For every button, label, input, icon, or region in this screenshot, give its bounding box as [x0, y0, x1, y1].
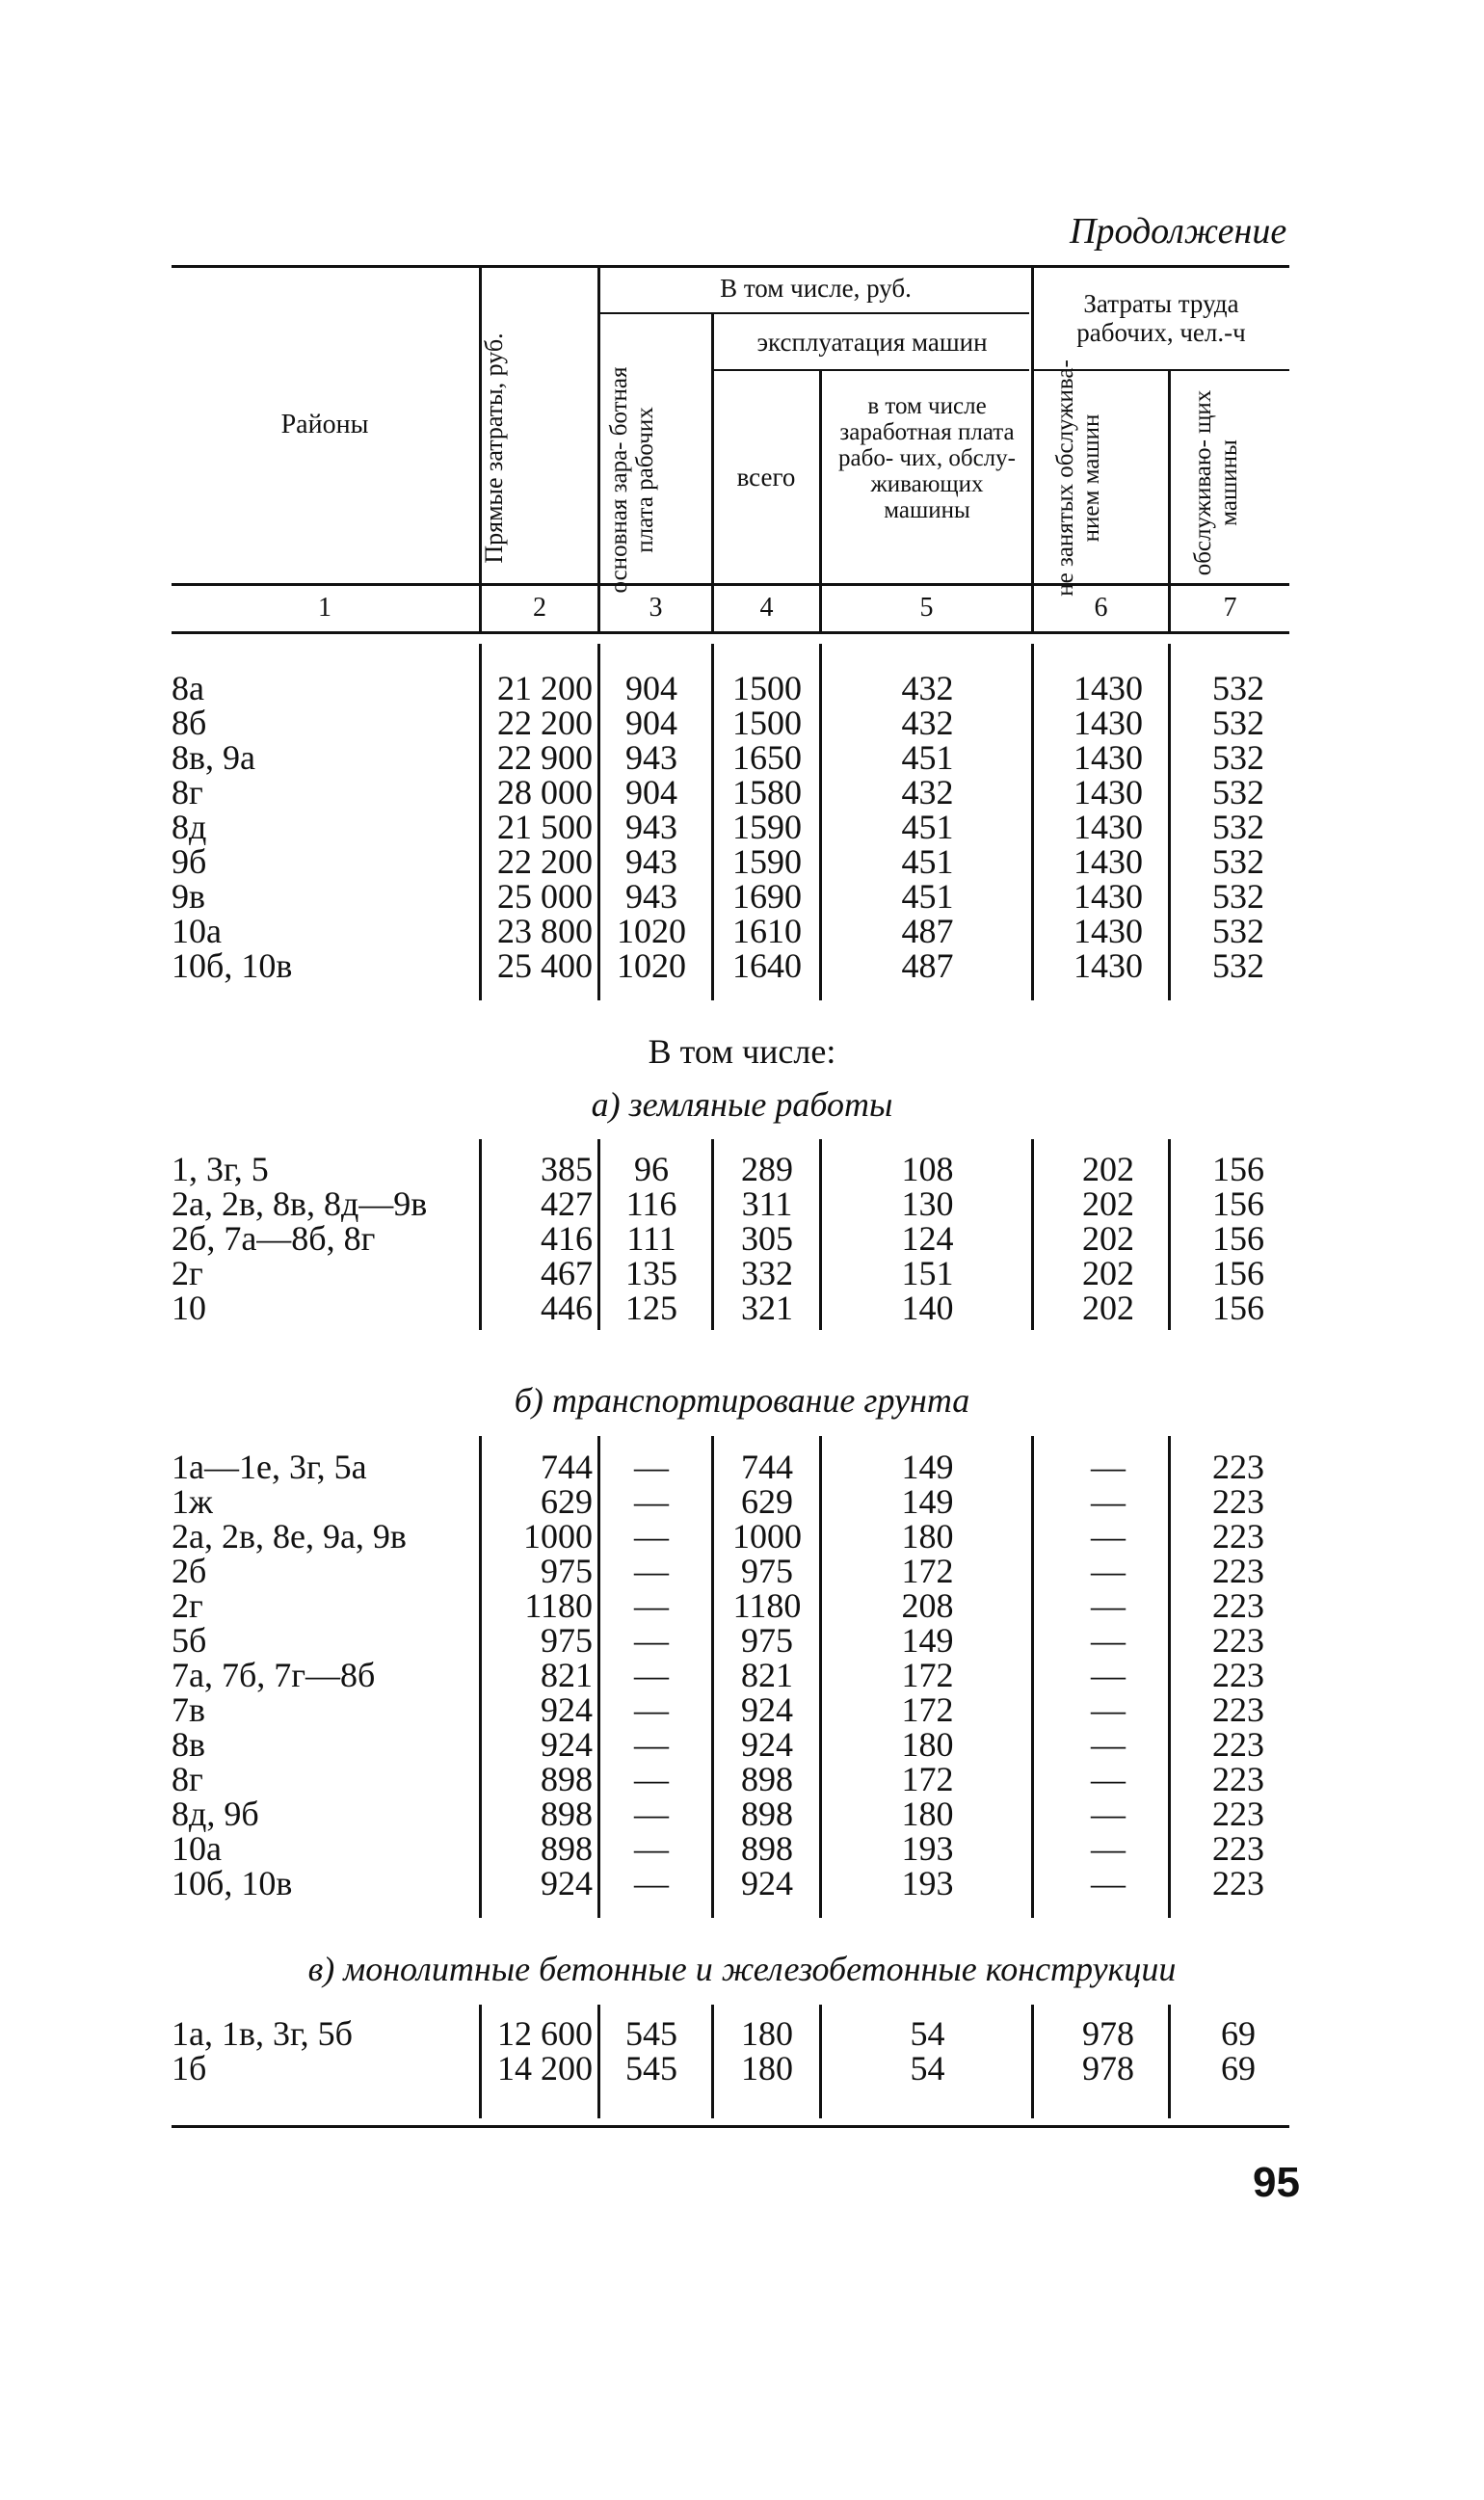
cell: 532	[1212, 912, 1264, 950]
table-row	[0, 1831, 1484, 1866]
cell: 943	[625, 842, 677, 881]
table-row	[0, 740, 1484, 775]
cell: 532	[1212, 704, 1264, 742]
cell: 1580	[732, 773, 802, 811]
table-row	[0, 1152, 1484, 1186]
cell: —	[1091, 1864, 1126, 1902]
cell: 140	[901, 1289, 954, 1327]
cell: 545	[625, 2014, 677, 2053]
cell: —	[634, 1448, 669, 1486]
cell: —	[1091, 1517, 1126, 1556]
row-district: 1а—1е, 3г, 5а	[172, 1448, 367, 1486]
cell: 22 900	[497, 738, 593, 777]
header-incl-wage: в том числе заработная плата рабо- чих, обслу- живающих машины	[838, 393, 1016, 523]
cell: 223	[1212, 1586, 1264, 1625]
cell: 943	[625, 808, 677, 846]
row-district: 2б, 7а—8б, 8г	[172, 1219, 376, 1258]
cell: 22 200	[497, 704, 593, 742]
row-district: 8в	[172, 1725, 205, 1764]
cell: 96	[634, 1150, 669, 1188]
cell: 180	[901, 1795, 954, 1833]
cell: 487	[901, 912, 954, 950]
cell: —	[634, 1829, 669, 1868]
cell: 1020	[617, 912, 686, 950]
cell: 135	[625, 1254, 677, 1292]
table-row	[0, 1449, 1484, 1484]
cell: 1610	[732, 912, 802, 950]
cell: —	[1091, 1760, 1126, 1798]
cell: —	[1091, 1829, 1126, 1868]
cell: 172	[901, 1690, 954, 1729]
cell: 21 200	[497, 669, 593, 707]
cell: 193	[901, 1829, 954, 1868]
row-district: 8г	[172, 1760, 203, 1798]
cell: 149	[901, 1448, 954, 1486]
cell: 924	[541, 1725, 593, 1764]
cell: 54	[910, 2049, 945, 2088]
row-district: 10б, 10в	[172, 1864, 293, 1902]
cell: 156	[1212, 1254, 1264, 1292]
row-district: 10	[172, 1289, 206, 1327]
cell: 532	[1212, 773, 1264, 811]
continuation-label: Продолжение	[1070, 211, 1287, 252]
cell: 223	[1212, 1690, 1264, 1729]
section-c-title: в) монолитные бетонные и железобетонные конструкции	[307, 1950, 1177, 1988]
cell: 111	[626, 1219, 676, 1258]
cell: 427	[541, 1184, 593, 1223]
cell: 532	[1212, 946, 1264, 985]
cell: 69	[1221, 2014, 1256, 2053]
cell: 487	[901, 946, 954, 985]
including-label: В том числе:	[648, 1032, 836, 1071]
table-row	[0, 2016, 1484, 2051]
cell: —	[1091, 1482, 1126, 1521]
cell: 975	[741, 1621, 793, 1660]
cell: 629	[741, 1482, 793, 1521]
cell: 744	[741, 1448, 793, 1486]
cell: 1020	[617, 946, 686, 985]
cell: 744	[541, 1448, 593, 1486]
row-district: 10а	[172, 912, 222, 950]
cell: 1640	[732, 946, 802, 985]
cell: —	[634, 1482, 669, 1521]
cell: 1430	[1073, 808, 1143, 846]
cell: 1430	[1073, 669, 1143, 707]
cell: 1430	[1073, 912, 1143, 950]
cell: 924	[741, 1864, 793, 1902]
cell: 385	[541, 1150, 593, 1188]
cell: 1590	[732, 808, 802, 846]
cell: 124	[901, 1219, 954, 1258]
table-row	[0, 775, 1484, 810]
cell: 545	[625, 2049, 677, 2088]
table-top-rule	[172, 265, 1289, 268]
cell: 1430	[1073, 946, 1143, 985]
cell: 1180	[732, 1586, 802, 1625]
cell: —	[634, 1864, 669, 1902]
cell: 223	[1212, 1482, 1264, 1521]
table-row	[0, 844, 1484, 879]
cell: 149	[901, 1621, 954, 1660]
table-row	[0, 1256, 1484, 1290]
cell: 208	[901, 1586, 954, 1625]
cell: 975	[741, 1552, 793, 1590]
cell: 1180	[524, 1586, 593, 1625]
cell: 321	[741, 1289, 793, 1327]
page-number: 95	[1253, 2159, 1300, 2206]
row-district: 7а, 7б, 7г—8б	[172, 1656, 376, 1694]
cell: 54	[910, 2014, 945, 2053]
cell: 1430	[1073, 773, 1143, 811]
cell: 305	[741, 1219, 793, 1258]
cell: 22 200	[497, 842, 593, 881]
col-number: 4	[759, 593, 774, 623]
table-row	[0, 1290, 1484, 1325]
cell: 1690	[732, 877, 802, 916]
cell: 532	[1212, 738, 1264, 777]
cell: 108	[901, 1150, 954, 1188]
cell: 1650	[732, 738, 802, 777]
cell: 149	[901, 1482, 954, 1521]
cell: —	[634, 1725, 669, 1764]
cell: 223	[1212, 1864, 1264, 1902]
cell: —	[634, 1586, 669, 1625]
row-district: 8д, 9б	[172, 1795, 259, 1833]
cell: 202	[1082, 1184, 1134, 1223]
table-row	[0, 1484, 1484, 1519]
cell: 172	[901, 1760, 954, 1798]
row-district: 1б	[172, 2049, 207, 2088]
cell: 432	[901, 704, 954, 742]
cell: 223	[1212, 1795, 1264, 1833]
col-number: 5	[919, 593, 934, 623]
cell: —	[1091, 1552, 1126, 1590]
cell: 1000	[523, 1517, 593, 1556]
machines-rule	[713, 369, 1029, 371]
row-district: 8г	[172, 773, 203, 811]
cell: 821	[541, 1656, 593, 1694]
cell: 202	[1082, 1289, 1134, 1327]
col-number: 3	[649, 593, 663, 623]
cell: 156	[1212, 1289, 1264, 1327]
cell: 180	[741, 2014, 793, 2053]
cell: 223	[1212, 1760, 1264, 1798]
cell: 898	[741, 1829, 793, 1868]
cell: —	[1091, 1725, 1126, 1764]
row-district: 9в	[172, 877, 205, 916]
cell: 223	[1212, 1621, 1264, 1660]
cell: —	[634, 1552, 669, 1590]
row-district: 2а, 2в, 8е, 9а, 9в	[172, 1517, 407, 1556]
header-divider	[597, 265, 600, 631]
cell: 924	[541, 1864, 593, 1902]
cell: 432	[901, 669, 954, 707]
table-row	[0, 879, 1484, 914]
table-row	[0, 1762, 1484, 1796]
cell: 156	[1212, 1219, 1264, 1258]
cell: 898	[741, 1795, 793, 1833]
cell: 25 400	[497, 946, 593, 985]
cell: 1500	[732, 669, 802, 707]
cell: —	[634, 1795, 669, 1833]
row-district: 2а, 2в, 8в, 8д—9в	[172, 1184, 428, 1223]
cell: 69	[1221, 2049, 1256, 2088]
row-district: 2б	[172, 1552, 207, 1590]
cell: 130	[901, 1184, 954, 1223]
col-number-rule	[172, 631, 1289, 634]
row-district: 10б, 10в	[172, 946, 293, 985]
header-total: всего	[736, 463, 796, 492]
cell: 223	[1212, 1448, 1264, 1486]
including-rule	[600, 312, 1029, 314]
cell: —	[1091, 1656, 1126, 1694]
cell: 904	[625, 669, 677, 707]
cell: 223	[1212, 1656, 1264, 1694]
cell: —	[634, 1656, 669, 1694]
table-row	[0, 1727, 1484, 1762]
cell: —	[634, 1517, 669, 1556]
row-district: 1ж	[172, 1482, 213, 1521]
cell: —	[1091, 1795, 1126, 1833]
cell: 943	[625, 877, 677, 916]
cell: 332	[741, 1254, 793, 1292]
cell: 975	[541, 1552, 593, 1590]
col-number: 2	[533, 593, 546, 623]
row-district: 8а	[172, 669, 204, 707]
table-row	[0, 671, 1484, 705]
table-row	[0, 1796, 1484, 1831]
cell: 924	[741, 1725, 793, 1764]
cell: 172	[901, 1656, 954, 1694]
cell: —	[634, 1621, 669, 1660]
cell: 451	[901, 808, 954, 846]
cell: 924	[741, 1690, 793, 1729]
header-direct-costs: Прямые затраты, руб.	[480, 332, 508, 564]
table-row	[0, 914, 1484, 948]
table-row	[0, 1692, 1484, 1727]
cell: 1590	[732, 842, 802, 881]
cell: —	[634, 1690, 669, 1729]
cell: 904	[625, 773, 677, 811]
cell: 924	[541, 1690, 593, 1729]
cell: 943	[625, 738, 677, 777]
cell: —	[1091, 1448, 1126, 1486]
cell: 1430	[1073, 738, 1143, 777]
cell: 116	[625, 1184, 677, 1223]
header-including-rub: В том числе, руб.	[720, 274, 912, 303]
col-number: 1	[318, 593, 331, 623]
header-divider	[1031, 265, 1034, 631]
row-district: 1, 3г, 5	[172, 1150, 269, 1188]
cell: 451	[901, 842, 954, 881]
row-district: 9б	[172, 842, 207, 881]
table-row	[0, 1221, 1484, 1256]
row-district: 10а	[172, 1829, 222, 1868]
cell: 23 800	[497, 912, 593, 950]
section-b-title: б) транспортирование грунта	[514, 1381, 970, 1420]
cell: —	[1091, 1586, 1126, 1625]
header-not-machine: не занятых обслужива- нием машин	[1052, 359, 1104, 597]
cell: 202	[1082, 1219, 1134, 1258]
table-row	[0, 705, 1484, 740]
cell: 202	[1082, 1254, 1134, 1292]
cell: 1430	[1073, 877, 1143, 916]
row-district: 5б	[172, 1621, 207, 1660]
header-districts: Районы	[280, 410, 369, 439]
cell: 416	[541, 1219, 593, 1258]
cell: 223	[1212, 1725, 1264, 1764]
cell: 432	[901, 773, 954, 811]
cell: 180	[901, 1725, 954, 1764]
cell: 12 600	[497, 2014, 593, 2053]
cell: 1430	[1073, 842, 1143, 881]
table-bottom-rule	[172, 2125, 1289, 2128]
cell: 28 000	[497, 773, 593, 811]
row-district: 8д	[172, 808, 207, 846]
cell: 156	[1212, 1150, 1264, 1188]
cell: 467	[541, 1254, 593, 1292]
cell: 202	[1082, 1150, 1134, 1188]
cell: —	[1091, 1621, 1126, 1660]
table-row	[0, 2051, 1484, 2086]
table-row	[0, 1866, 1484, 1901]
table-row	[0, 1588, 1484, 1623]
cell: 446	[541, 1289, 593, 1327]
cell: 223	[1212, 1829, 1264, 1868]
cell: 25 000	[497, 877, 593, 916]
cell: 532	[1212, 808, 1264, 846]
table-row	[0, 810, 1484, 844]
cell: 14 200	[497, 2049, 593, 2088]
cell: 975	[541, 1621, 593, 1660]
table-row	[0, 1554, 1484, 1588]
cell: 172	[901, 1552, 954, 1590]
col-number: 6	[1094, 593, 1108, 623]
row-district: 1а, 1в, 3г, 5б	[172, 2014, 353, 2053]
cell: 904	[625, 704, 677, 742]
cell: —	[1091, 1690, 1126, 1729]
cell: 180	[901, 1517, 954, 1556]
section-a-title: а) земляные работы	[591, 1085, 893, 1124]
cell: 451	[901, 877, 954, 916]
row-district: 8в, 9а	[172, 738, 255, 777]
cell: —	[634, 1760, 669, 1798]
cell: 451	[901, 738, 954, 777]
col-number: 7	[1223, 593, 1237, 623]
cell: 629	[541, 1482, 593, 1521]
table-row	[0, 1658, 1484, 1692]
cell: 223	[1212, 1552, 1264, 1590]
cell: 978	[1082, 2049, 1134, 2088]
header-basic-wage: основная зара- ботная плата рабочих	[606, 366, 658, 594]
cell: 1000	[732, 1517, 802, 1556]
row-district: 8б	[172, 704, 207, 742]
cell: 898	[741, 1760, 793, 1798]
cell: 898	[541, 1760, 593, 1798]
cell: 898	[541, 1829, 593, 1868]
table-row	[0, 948, 1484, 983]
cell: 180	[741, 2049, 793, 2088]
cell: 311	[741, 1184, 793, 1223]
cell: 289	[741, 1150, 793, 1188]
row-district: 2г	[172, 1586, 203, 1625]
header-machine-operation: эксплуатация машин	[756, 328, 988, 357]
cell: 1500	[732, 704, 802, 742]
cell: 21 500	[497, 808, 593, 846]
row-district: 2г	[172, 1254, 203, 1292]
row-district: 7в	[172, 1690, 205, 1729]
cell: 532	[1212, 842, 1264, 881]
cell: 125	[625, 1289, 677, 1327]
header-machine-workers: обслуживаю- щих машины	[1190, 389, 1242, 576]
cell: 223	[1212, 1517, 1264, 1556]
cell: 1430	[1073, 704, 1143, 742]
cell: 532	[1212, 877, 1264, 916]
table-row	[0, 1186, 1484, 1221]
cell: 532	[1212, 669, 1264, 707]
header-labor-costs: Затраты труда рабочих, чел.-ч	[1076, 289, 1246, 347]
table-row	[0, 1623, 1484, 1658]
table-row	[0, 1519, 1484, 1554]
cell: 821	[741, 1656, 793, 1694]
cell: 151	[901, 1254, 954, 1292]
cell: 193	[901, 1864, 954, 1902]
cell: 978	[1082, 2014, 1134, 2053]
cell: 156	[1212, 1184, 1264, 1223]
cell: 898	[541, 1795, 593, 1833]
